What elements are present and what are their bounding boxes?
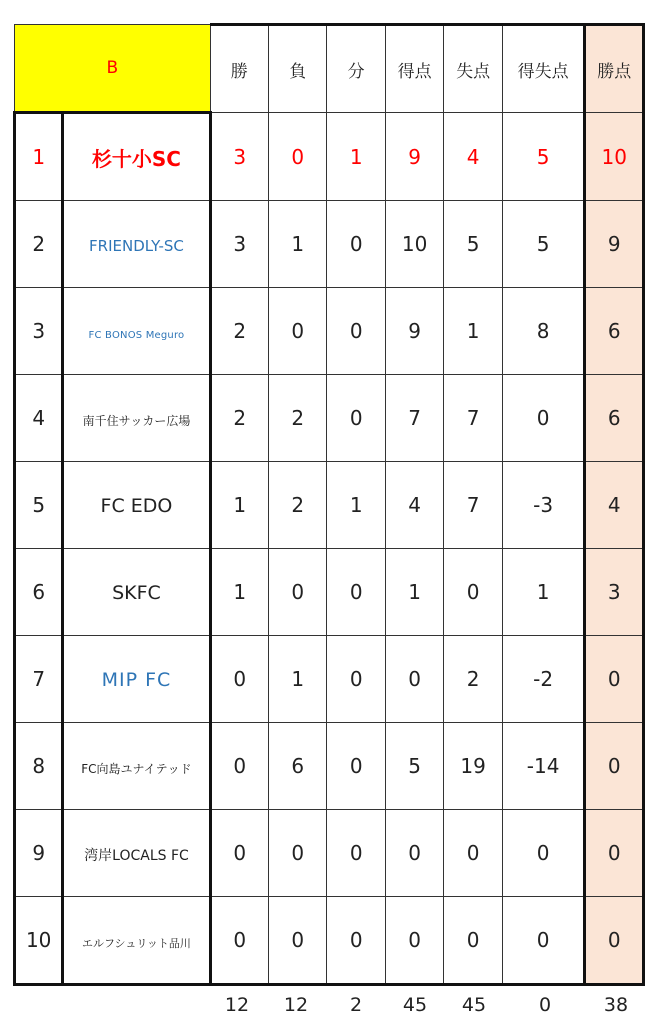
team-row	[15, 288, 644, 375]
team-name: FC BONOS Meguro	[88, 330, 185, 341]
team-rank: 8	[15, 723, 63, 810]
team-wins: 3	[210, 201, 268, 288]
team-losses: 0	[269, 549, 327, 636]
team-draws: 0	[327, 288, 385, 375]
team-losses: 6	[269, 723, 327, 810]
team-goal-diff: -14	[502, 723, 585, 810]
team-name: FC EDO	[100, 495, 173, 517]
team-draws: 0	[327, 897, 385, 985]
team-row	[15, 201, 644, 288]
team-name-cell	[63, 810, 210, 897]
team-wins: 0	[210, 897, 268, 985]
team-goals-for: 7	[385, 375, 443, 462]
team-losses: 0	[269, 113, 327, 201]
team-losses: 1	[269, 636, 327, 723]
team-points: 0	[585, 723, 644, 810]
team-goals-against: 0	[444, 549, 502, 636]
team-goals-against: 2	[444, 636, 502, 723]
team-goals-for: 0	[385, 636, 443, 723]
team-draws: 1	[327, 113, 385, 201]
team-goal-diff: 0	[502, 810, 585, 897]
team-rank: 1	[15, 113, 63, 201]
team-row	[15, 723, 644, 810]
team-goals-for: 0	[385, 810, 443, 897]
team-goals-against: 4	[444, 113, 502, 201]
team-row	[15, 375, 644, 462]
team-goal-diff: 5	[502, 113, 585, 201]
total-losses: 12	[283, 994, 309, 1016]
team-wins: 3	[210, 113, 268, 201]
team-goal-diff: 5	[502, 201, 585, 288]
team-goal-diff: 8	[502, 288, 585, 375]
team-row	[15, 810, 644, 897]
team-losses: 0	[269, 288, 327, 375]
team-points: 0	[585, 897, 644, 985]
team-name-cell	[63, 288, 210, 375]
team-goal-diff: -3	[502, 462, 585, 549]
team-wins: 1	[210, 462, 268, 549]
team-points: 0	[585, 636, 644, 723]
team-name-cell	[63, 723, 210, 810]
team-goals-for: 4	[385, 462, 443, 549]
team-goals-against: 19	[444, 723, 502, 810]
team-points: 6	[585, 288, 644, 375]
team-losses: 1	[269, 201, 327, 288]
team-points: 10	[585, 113, 644, 201]
team-wins: 1	[210, 549, 268, 636]
team-row	[15, 549, 644, 636]
team-name: 南千住サッカー広場	[82, 414, 191, 428]
team-draws: 0	[327, 723, 385, 810]
team-rank: 4	[15, 375, 63, 462]
team-goals-against: 0	[444, 897, 502, 985]
team-goals-against: 5	[444, 201, 502, 288]
header-draws: 分	[327, 25, 385, 113]
team-goals-against: 1	[444, 288, 502, 375]
team-row	[15, 462, 644, 549]
team-name: FC向島ユナイテッド	[81, 762, 192, 776]
team-draws: 0	[327, 201, 385, 288]
team-name: 湾岸LOCALS FC	[84, 848, 189, 864]
team-name-cell	[63, 375, 210, 462]
team-name: エルフシュリット品川	[82, 937, 191, 950]
team-points: 6	[585, 375, 644, 462]
team-rank: 5	[15, 462, 63, 549]
team-row	[15, 636, 644, 723]
team-name-cell	[63, 897, 210, 985]
team-points: 3	[585, 549, 644, 636]
team-draws: 1	[327, 462, 385, 549]
total-points: 38	[603, 994, 629, 1016]
standings-table	[13, 23, 645, 986]
totals-row	[0, 990, 659, 1020]
team-draws: 0	[327, 636, 385, 723]
header-row	[15, 25, 644, 113]
team-goals-for: 10	[385, 201, 443, 288]
team-draws: 0	[327, 810, 385, 897]
team-points: 4	[585, 462, 644, 549]
team-name-cell	[63, 549, 210, 636]
total-wins: 12	[224, 994, 250, 1016]
team-name: FRIENDLY-SC	[89, 237, 184, 255]
team-goals-against: 7	[444, 375, 502, 462]
group-label: B	[15, 25, 211, 113]
team-name-cell	[63, 113, 210, 201]
total-goal-diff: 0	[538, 994, 552, 1016]
team-goals-for: 9	[385, 288, 443, 375]
team-goals-for: 9	[385, 113, 443, 201]
team-row	[15, 113, 644, 201]
team-goals-for: 0	[385, 897, 443, 985]
team-wins: 2	[210, 375, 268, 462]
team-row	[15, 897, 644, 985]
team-name-cell	[63, 201, 210, 288]
team-rank: 10	[15, 897, 63, 985]
team-rank: 3	[15, 288, 63, 375]
header-points: 勝点	[585, 25, 644, 113]
team-losses: 0	[269, 897, 327, 985]
team-name: 杉十小SC	[91, 146, 181, 171]
total-goals-for: 45	[402, 994, 428, 1016]
team-rank: 6	[15, 549, 63, 636]
team-goal-diff: 1	[502, 549, 585, 636]
header-losses: 負	[269, 25, 327, 113]
header-goal-diff: 得失点	[502, 25, 585, 113]
total-draws: 2	[349, 994, 363, 1016]
team-draws: 0	[327, 549, 385, 636]
team-wins: 0	[210, 636, 268, 723]
team-name: MIP FC	[101, 669, 172, 691]
team-losses: 0	[269, 810, 327, 897]
team-goals-for: 1	[385, 549, 443, 636]
team-rank: 7	[15, 636, 63, 723]
team-points: 0	[585, 810, 644, 897]
team-goals-against: 7	[444, 462, 502, 549]
team-goal-diff: 0	[502, 375, 585, 462]
team-rank: 2	[15, 201, 63, 288]
team-name-cell	[63, 462, 210, 549]
team-name: SKFC	[112, 582, 161, 604]
team-name-cell	[63, 636, 210, 723]
team-losses: 2	[269, 462, 327, 549]
header-goals-for: 得点	[385, 25, 443, 113]
team-goal-diff: 0	[502, 897, 585, 985]
header-goals-against: 失点	[444, 25, 502, 113]
team-points: 9	[585, 201, 644, 288]
team-rank: 9	[15, 810, 63, 897]
team-losses: 2	[269, 375, 327, 462]
total-goals-against: 45	[461, 994, 487, 1016]
team-goals-against: 0	[444, 810, 502, 897]
header-wins: 勝	[210, 25, 268, 113]
team-goals-for: 5	[385, 723, 443, 810]
team-goal-diff: -2	[502, 636, 585, 723]
team-wins: 2	[210, 288, 268, 375]
team-wins: 0	[210, 723, 268, 810]
team-draws: 0	[327, 375, 385, 462]
team-wins: 0	[210, 810, 268, 897]
